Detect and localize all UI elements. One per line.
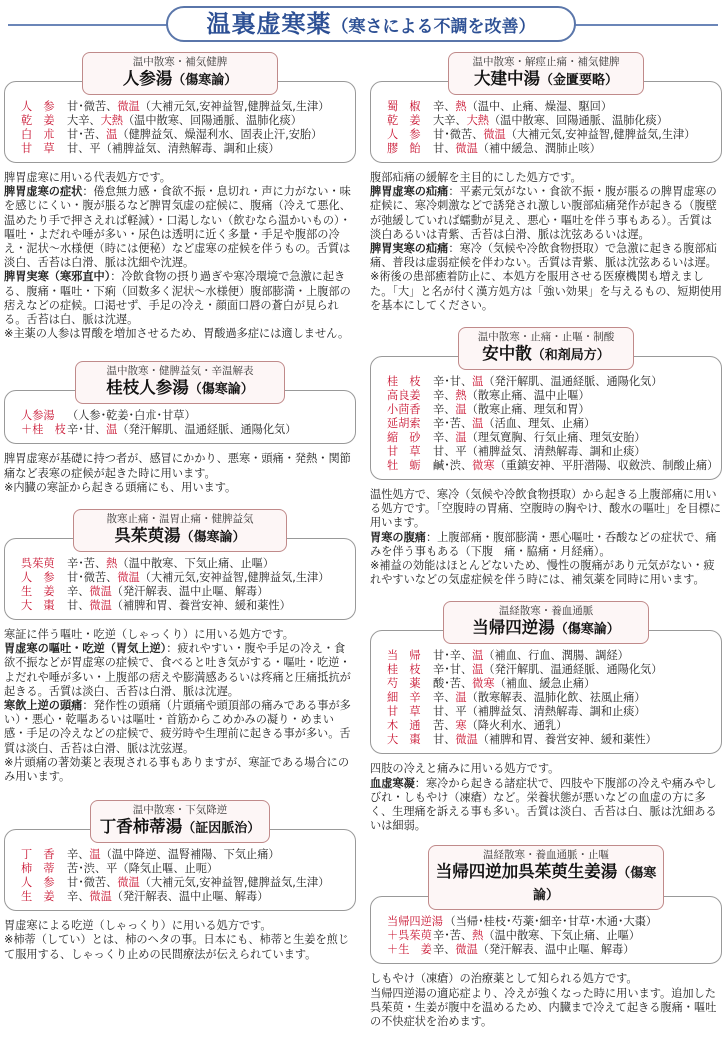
herb-temperature: 温 (106, 128, 118, 141)
herb-name: 甘 草 (387, 705, 421, 719)
herb-properties: 甘･微苦、微温（大補元気,安神益智,健脾益気,生津） (433, 128, 696, 141)
herb-row (387, 705, 711, 719)
note-paragraph: ※片頭痛の著効薬と表現される事もありますが、寒証である場合にのみ用います。 (4, 755, 350, 784)
description-paragraph: 寒証に伴う嘔吐・吃逆（しゃっくり）に用いる処方です。 (4, 628, 294, 642)
herb-name: 芍 薬 (387, 677, 421, 691)
herb-name: 呉茱萸 (21, 557, 55, 571)
herb-row (387, 733, 711, 747)
formula-source: （傷寒論） (554, 622, 620, 638)
herb-name: 当帰四逆湯 (387, 915, 443, 929)
herb-name: 膠 飴 (387, 142, 421, 155)
herb-list (370, 630, 722, 754)
herb-properties: 甘、微温（補脾和胃、養営安神、緩和薬性） (433, 733, 657, 747)
formula-name (448, 618, 644, 640)
description-heading: 脾胃実寒（寒邪直中） (4, 270, 111, 284)
formula-source: （傷寒論） (188, 382, 254, 398)
formula-category: 温中散寒・健脾益気・辛温解表 (106, 365, 254, 378)
herb-properties: 辛、微温（発汗解表、温中止嘔、解毒） (67, 890, 269, 904)
formula-title: 人参湯 (122, 69, 173, 88)
herb-temperature: 温 (89, 848, 101, 862)
description-paragraph: 脾胃虚寒に用いる代表処方です。 (4, 171, 171, 184)
herb-name: 延胡索 (387, 417, 421, 431)
herb-properties: 辛･甘、温（発汗解肌、温通経脈、通陽化気） (433, 663, 663, 677)
herb-name: 高良姜 (387, 389, 421, 403)
herb-row (387, 403, 711, 417)
description-paragraph: 脾胃虚寒が基礎に持つ者が、感冒にかかり、悪寒・頭痛・発熱・関節痛など表寒の症候が起きた時に用います。 (4, 452, 351, 480)
herb-temperature: 微温 (483, 128, 506, 141)
herb-properties: 甘･微苦、微温（大補元気,安神益智,健脾益気,生津） (67, 571, 330, 585)
herb-name: 人 参 (387, 128, 421, 141)
herb-properties: 甘、平（補脾益気、清熱解毒、調和止痰） (433, 705, 646, 719)
note-paragraph: ※補益の効能はほとんどないため、慢性の腹痛があり元気がない・疲れやすいなどの気虚症候を伴う時には、補気薬を同時に用います。 (370, 559, 715, 587)
herb-row (21, 142, 345, 156)
description-heading: 脾胃虚寒の症状 (4, 185, 83, 199)
formula-card (4, 509, 356, 620)
herb-temperature: 微温 (89, 585, 112, 599)
herb-row (21, 862, 345, 876)
formula-title: 当帰四逆加呉茱萸生姜湯 (435, 862, 618, 882)
herb-row (21, 409, 345, 423)
herb-name: 白 朮 (21, 128, 55, 141)
formula-name (95, 817, 265, 839)
description-paragraph: 脾胃実寒の疝痛：寒冷（気候や冷飲食物摂取）で急激に起きる腹部疝痛、普段は虚弱症候を伴わない。舌質は青紫、脈は沈弦あるいは遅。 (370, 242, 717, 270)
herb-properties: 辛･甘、温（発汗解肌、温通経脈、通陽化気） (433, 375, 663, 389)
herb-properties: 酸･苦、微寒（補血、緩急止痛） (433, 677, 596, 691)
herb-properties: 鹹･渋、微寒（重鎮安神、平肝潜陽、収斂渋、制酸止痛） (433, 459, 719, 473)
formula-category: 温中散寒・解痙止痛・補気健脾 (472, 56, 620, 68)
herb-row (387, 649, 711, 663)
herb-properties: 甘･辛、温（補血、行血、潤腸、調経） (433, 649, 629, 663)
herb-temperature: 平 (455, 445, 467, 459)
formula-entry (370, 327, 722, 587)
herb-temperature: 微温 (455, 733, 478, 747)
herb-temperature: 熱 (472, 929, 484, 943)
formula-description (4, 628, 356, 784)
formula-description (370, 488, 722, 587)
herb-row (387, 389, 711, 403)
page-header (8, 4, 718, 44)
herb-name: 生 姜 (21, 585, 55, 599)
herb-row (387, 719, 711, 733)
formula-description (370, 762, 722, 833)
herb-temperature: 大熱 (100, 114, 123, 127)
herb-row (387, 691, 711, 705)
herb-row (21, 876, 345, 890)
formula-name (80, 378, 280, 400)
formula-header (443, 601, 649, 644)
herb-row (21, 571, 345, 585)
formula-title: 安中散 (482, 344, 532, 364)
formula-title: 桂枝人参湯 (106, 378, 189, 398)
herb-row (21, 848, 345, 862)
formula-card (370, 845, 722, 964)
herb-list (370, 356, 722, 480)
herb-temperature: 温 (455, 403, 467, 417)
formula-header (90, 800, 270, 843)
herb-name: 柿 蒂 (21, 862, 55, 876)
herb-properties: 辛、温（理気寛胸、行気止痛、理気安胎） (433, 431, 646, 445)
herb-name: 桂 枝 (387, 663, 421, 677)
description-paragraph: 腹部疝痛の緩解を主目的にした処方です。 (370, 171, 582, 184)
description-paragraph: 血虚寒凝：寒冷から起きる諸症状で、四肢や下腹部の冷えや痛みやしびれ・しもやけ（凍瘡）など。栄養状態が悪いなどの血虚の方に多く、生理痛を訴える事も多い。舌質は淡白、舌苔は白、脈は沈細あるいは細弱。 (370, 776, 717, 833)
herb-row (387, 128, 711, 142)
left-column (4, 52, 356, 962)
herb-name: 細 辛 (387, 691, 421, 705)
herb-properties: 辛･甘、温（発汗解肌、温通経脈、通陽化気） (67, 423, 297, 437)
formula-source: （傷寒論） (532, 866, 657, 904)
herb-row (387, 915, 711, 929)
formula-entry (4, 800, 356, 962)
formula-description (4, 919, 356, 962)
formula-card (370, 52, 722, 163)
formula-category: 温経散寒・養血通脈・止嘔 (483, 849, 609, 862)
formula-source: （和剤局方） (531, 348, 610, 364)
formula-header (448, 52, 644, 95)
herb-properties: 辛、温（散寒止痛、理気和胃） (433, 403, 590, 417)
herb-temperature: 温 (472, 649, 484, 663)
herb-name: 人参湯 (21, 409, 55, 423)
formula-name (78, 526, 282, 548)
herb-row (387, 142, 711, 156)
description-heading: 脾胃虚寒の疝痛 (370, 185, 449, 199)
formula-card (4, 800, 356, 911)
herb-properties: 辛、微温（発汗解表、温中止嘔、解毒） (433, 943, 635, 957)
herb-temperature: 微温 (89, 599, 112, 613)
herb-properties: （人参･乾姜･白朮･甘草） (67, 409, 196, 423)
herb-temperature: 微寒 (472, 459, 495, 473)
herb-temperature: 温 (472, 375, 484, 389)
formula-description (370, 171, 722, 313)
herb-properties: （当帰･桂枝･芍薬･細辛･甘草･木通･大棗） (444, 915, 658, 929)
herb-temperature: 温 (455, 431, 467, 445)
description-heading: 血虚寒凝 (370, 776, 415, 790)
herb-properties: 大辛、大熱（温中散寒、回陽通脈、温肺化痰） (433, 114, 668, 127)
herb-temperature: 平 (89, 142, 101, 155)
formula-title: 大建中湯 (473, 69, 540, 88)
formula-header (458, 327, 634, 370)
herb-properties: 甘、微温（補中緩急、潤肺止咳） (433, 142, 601, 155)
herb-name: 蜀 椒 (387, 100, 421, 113)
herb-properties: 甘、平（補脾益気、清熱解毒、調和止痰） (67, 142, 280, 155)
formula-description (370, 972, 722, 1029)
herb-temperature: 微温 (455, 943, 478, 957)
formula-source: （証因脈治） (182, 821, 261, 837)
herb-name: 牡 蛎 (387, 459, 421, 473)
formula-source: （金匱要略） (539, 73, 618, 88)
herb-properties: 辛、温（散寒解表、温肺化飲、祛風止痛） (433, 691, 646, 705)
herb-properties: 辛･苦、温（活血、理気、止痛） (433, 417, 596, 431)
herb-row (387, 417, 711, 431)
herb-properties: 甘、微温（補脾和胃、養営安神、緩和薬性） (67, 599, 291, 613)
herb-name: 人 参 (21, 876, 55, 890)
herb-temperature: 微温 (117, 876, 140, 890)
formula-name (453, 69, 639, 91)
herb-row (387, 943, 711, 957)
herb-name: 大 棗 (21, 599, 55, 613)
description-heading: 寒飲上逆の頭痛 (4, 699, 83, 713)
herb-row (387, 100, 711, 114)
herb-row (21, 128, 345, 142)
herb-row (387, 929, 711, 943)
herb-temperature: 熱 (106, 557, 118, 571)
formula-entry (4, 361, 356, 495)
page-title-main: 温裏虚寒薬 (206, 9, 332, 38)
herb-name: 乾 姜 (387, 114, 421, 127)
herb-temperature: 温 (106, 423, 118, 437)
herb-temperature: 微寒 (472, 677, 495, 691)
formula-entry (4, 509, 356, 784)
herb-temperature: 温 (455, 691, 467, 705)
herb-row (387, 663, 711, 677)
herb-row (21, 599, 345, 613)
herb-properties: 甘･苦、温（健脾益気、燥湿利水、固表止汗,安胎） (67, 128, 323, 141)
herb-name: ＋桂 枝 (21, 423, 66, 437)
formula-card (370, 601, 722, 754)
formula-entry (4, 52, 356, 341)
formula-entry (370, 52, 722, 313)
herb-name: ＋生 姜 (387, 943, 432, 957)
description-heading: 胃寒の腹痛 (370, 530, 426, 544)
herb-row (21, 557, 345, 571)
page-title (166, 6, 576, 42)
herb-name: 人 参 (21, 100, 55, 113)
herb-temperature: 平 (106, 862, 118, 876)
formula-card (4, 361, 356, 444)
herb-name: 小茴香 (387, 403, 421, 417)
formula-header (75, 361, 285, 404)
herb-temperature: 温 (472, 663, 484, 677)
formula-name (87, 69, 273, 91)
herb-name: 大 棗 (387, 733, 421, 747)
formula-source: （傷寒論） (180, 530, 246, 546)
right-column (370, 52, 722, 1029)
formula-name (433, 862, 659, 906)
note-paragraph: ※柿蒂（してい）とは、柿のヘタの事。日本にも、柿蒂と生姜を煎じて服用する、しゃっくり止めの民間療法が伝えられています。 (4, 933, 350, 961)
herb-temperature: 微温 (89, 890, 112, 904)
herb-name: ＋呉茱萸 (387, 929, 432, 943)
herb-row (387, 459, 719, 473)
herb-name: 丁 香 (21, 848, 55, 862)
herb-name: 当 帰 (387, 649, 421, 663)
herb-temperature: 熱 (455, 389, 467, 403)
herb-name: 人 参 (21, 571, 55, 585)
description-paragraph: 寒飲上逆の頭痛：発作性の頭痛（片頭痛や頭頂部の痛みである事が多い）・悪心・乾嘔あるいは嘔吐・首筋からこめかみの凝り・めまい感・手足の冷えなどの症候で、疲労時や生理前に起きる事が多い。舌質は淡白、舌苔は白滑、脈は沈弦遅。 (4, 699, 351, 755)
note-paragraph: ※内臓の寒証から起きる頭痛にも、用います。 (4, 480, 237, 494)
formula-title: 呉茱萸湯 (114, 526, 181, 546)
herb-row (387, 375, 711, 389)
formula-name (463, 344, 629, 366)
note-paragraph: ※主薬の人参は胃酸を増加させるため、胃酸過多症には適しません。 (4, 327, 350, 341)
herb-row (387, 445, 711, 459)
description-paragraph: 脾胃虚寒の疝痛：平素元気がない・食欲不振・腹が脹るの脾胃虚寒の症候に、寒冷刺激などで誘発され激しい腹部疝痛発作が起きる（腹壁が弛緩していれば蠕動が見え、悪心・嘔吐を伴う事もある）。舌質は淡白あるいは青紫、舌苔は白滑、脈は沈弦あるいは遅。 (370, 185, 717, 241)
herb-name: 生 姜 (21, 890, 55, 904)
description-paragraph: 当帰四逆湯の適応症より、冷えが強くなった時に用います。追加した呉茱萸・生姜が腹中を温めるため、内臓まで冷えて起きる腹痛・嘔吐の不快症状を治めます。 (370, 986, 717, 1029)
formula-entry (370, 601, 722, 833)
herb-temperature: 温 (472, 417, 484, 431)
herb-name: 乾 姜 (21, 114, 55, 127)
herb-row (21, 585, 345, 599)
herb-row (387, 677, 711, 691)
herb-temperature: 微温 (117, 100, 140, 113)
herb-temperature: 微温 (455, 142, 478, 155)
herb-properties: 甘･微苦、微温（大補元気,安神益智,健脾益気,生津） (67, 876, 330, 890)
description-paragraph: 胃寒の腹痛：上腹部痛・腹部膨満・悪心嘔吐・呑酸などの症状で、痛みを伴う事もある（下腹 痛・脇痛・月経痛）。 (370, 530, 717, 558)
note-paragraph: ※術後の患部癒着防止に、本処方を服用させる医療機関も増えました。「大」と名が付く漢方処方は「強い効果」を与えるもの、短期使用を基本にしてください。 (370, 270, 722, 312)
description-heading: 胃虚寒の嘔吐・吃逆（胃気上逆） (4, 642, 167, 656)
herb-row (387, 431, 711, 445)
formula-description (4, 452, 356, 495)
herb-properties: 甘･微苦、微温（大補元気,安神益智,健脾益気,生津） (67, 100, 330, 113)
herb-properties: 苦･渋、平（降気止嘔、止呃） (67, 862, 219, 876)
formula-category: 温中散寒・下気降逆 (132, 804, 228, 817)
herb-properties: 辛、熱（散寒止痛、温中止嘔） (433, 389, 590, 403)
herb-temperature: 寒 (455, 719, 467, 733)
herb-properties: 苦、寒（降火利水、通乳） (433, 719, 568, 733)
formula-description (4, 171, 356, 341)
herb-properties: 辛･苦、熱（温中散寒、下気止痛、止嘔） (433, 929, 641, 943)
herb-properties: 大辛、大熱（温中散寒、回陽通脈、温肺化痰） (67, 114, 302, 127)
formula-title: 丁香柿蒂湯 (99, 817, 183, 837)
herb-name: 桂 枝 (387, 375, 421, 389)
description-paragraph: 脾胃虚寒の症状：倦怠無力感・食欲不振・息切れ・声に力がない・味を感じにくい・腹が脹るなど脾胃気虚の症候に、腹痛（冷えて悪化、温めたり手で押さえれば軽減）・口渇しない（飲むなら温かいもの）・嘔吐・よだれや唾が多い・尿色は透明に近く多量・手足や腹部の冷え・泥状～水様便（時には便秘）など虚寒の症候を伴うもの。舌質は淡白、舌苔は白滑、脈は沈細や沈遅。 (4, 185, 351, 270)
formula-entry (370, 845, 722, 1029)
description-paragraph: 四肢の冷えと痛みに用いる処方です。 (370, 762, 560, 776)
herb-name: 縮 砂 (387, 431, 421, 445)
herb-name: 甘 草 (387, 445, 421, 459)
herb-row (21, 114, 345, 128)
herb-row (21, 890, 345, 904)
herb-properties: 辛、温（温中降逆、温腎補陽、下気止痛） (67, 848, 280, 862)
herb-temperature: 平 (455, 705, 467, 719)
herb-row (387, 114, 711, 128)
formula-title: 当帰四逆湯 (472, 618, 555, 638)
formula-header (82, 52, 278, 95)
herb-properties: 辛･苦、熱（温中散寒、下気止痛、止嘔） (67, 557, 275, 571)
herb-row (21, 100, 345, 114)
herb-properties: 辛、熱（温中、止痛、燥湿、駆回） (433, 100, 613, 113)
formula-header (428, 845, 664, 910)
formula-category: 温中散寒・止痛・止嘔・制酸 (477, 331, 615, 344)
formula-category: 温経散寒・養血通脈 (498, 605, 594, 618)
page-title-sub: （寒さによる不調を改善） (331, 17, 536, 37)
description-heading: 脾胃実寒の疝痛 (370, 242, 449, 256)
herb-temperature: 微温 (117, 571, 140, 585)
formula-category: 散寒止痛・温胃止痛・健脾益気 (106, 513, 254, 526)
herb-name: 木 通 (387, 719, 421, 733)
formula-card (4, 52, 356, 163)
herb-temperature: 大熱 (466, 114, 489, 127)
description-paragraph: 胃虚寒による吃逆（しゃっくり）に用いる処方です。 (4, 919, 272, 933)
herb-name: 甘 草 (21, 142, 55, 155)
formula-source: （傷寒論） (172, 73, 238, 88)
description-paragraph: 脾胃実寒（寒邪直中）：冷飲食物の摂り過ぎや寒冷環境で急激に起きる、腹痛・嘔吐・下痢（回数多く泥状～水様便）腹部膨満・上腹部の痞えなどの症候。口渇せず、手足の冷え・顔面口唇の蒼白が見られる。舌苔は白、脈は沈遅。 (4, 270, 351, 327)
formula-header (73, 509, 287, 552)
description-paragraph: しもやけ（凍瘡）の治療薬として知られる処方です。 (370, 972, 638, 986)
description-paragraph: 胃虚寒の嘔吐・吃逆（胃気上逆）：疲れやすい・腹や手足の冷え・食欲不振などが胃虚寒の症候で、食べると吐き気がする・嘔吐・吃逆・よだれや唾が多い・上腹部の痞えや膨満感あるいは疼痛と圧痛抵抗が起きる。舌質は淡白、舌苔は白滑、脈は沈遅。 (4, 642, 351, 698)
herb-row (21, 423, 345, 437)
description-paragraph: 温性処方で、寒冷（気候や冷飲食物摂取）から起きる上腹部痛に用いる処方です。「空腹時の胃痛、空腹時の胸やけ、酸水の嘔吐」を目標に用います。 (370, 488, 722, 530)
herb-temperature: 熱 (455, 100, 467, 113)
formula-card (370, 327, 722, 480)
herb-properties: 辛、微温（発汗解表、温中止嘔、解毒） (67, 585, 269, 599)
formula-category: 温中散寒・補気健脾 (132, 56, 228, 68)
herb-properties: 甘、平（補脾益気、清熱解毒、調和止痰） (433, 445, 646, 459)
